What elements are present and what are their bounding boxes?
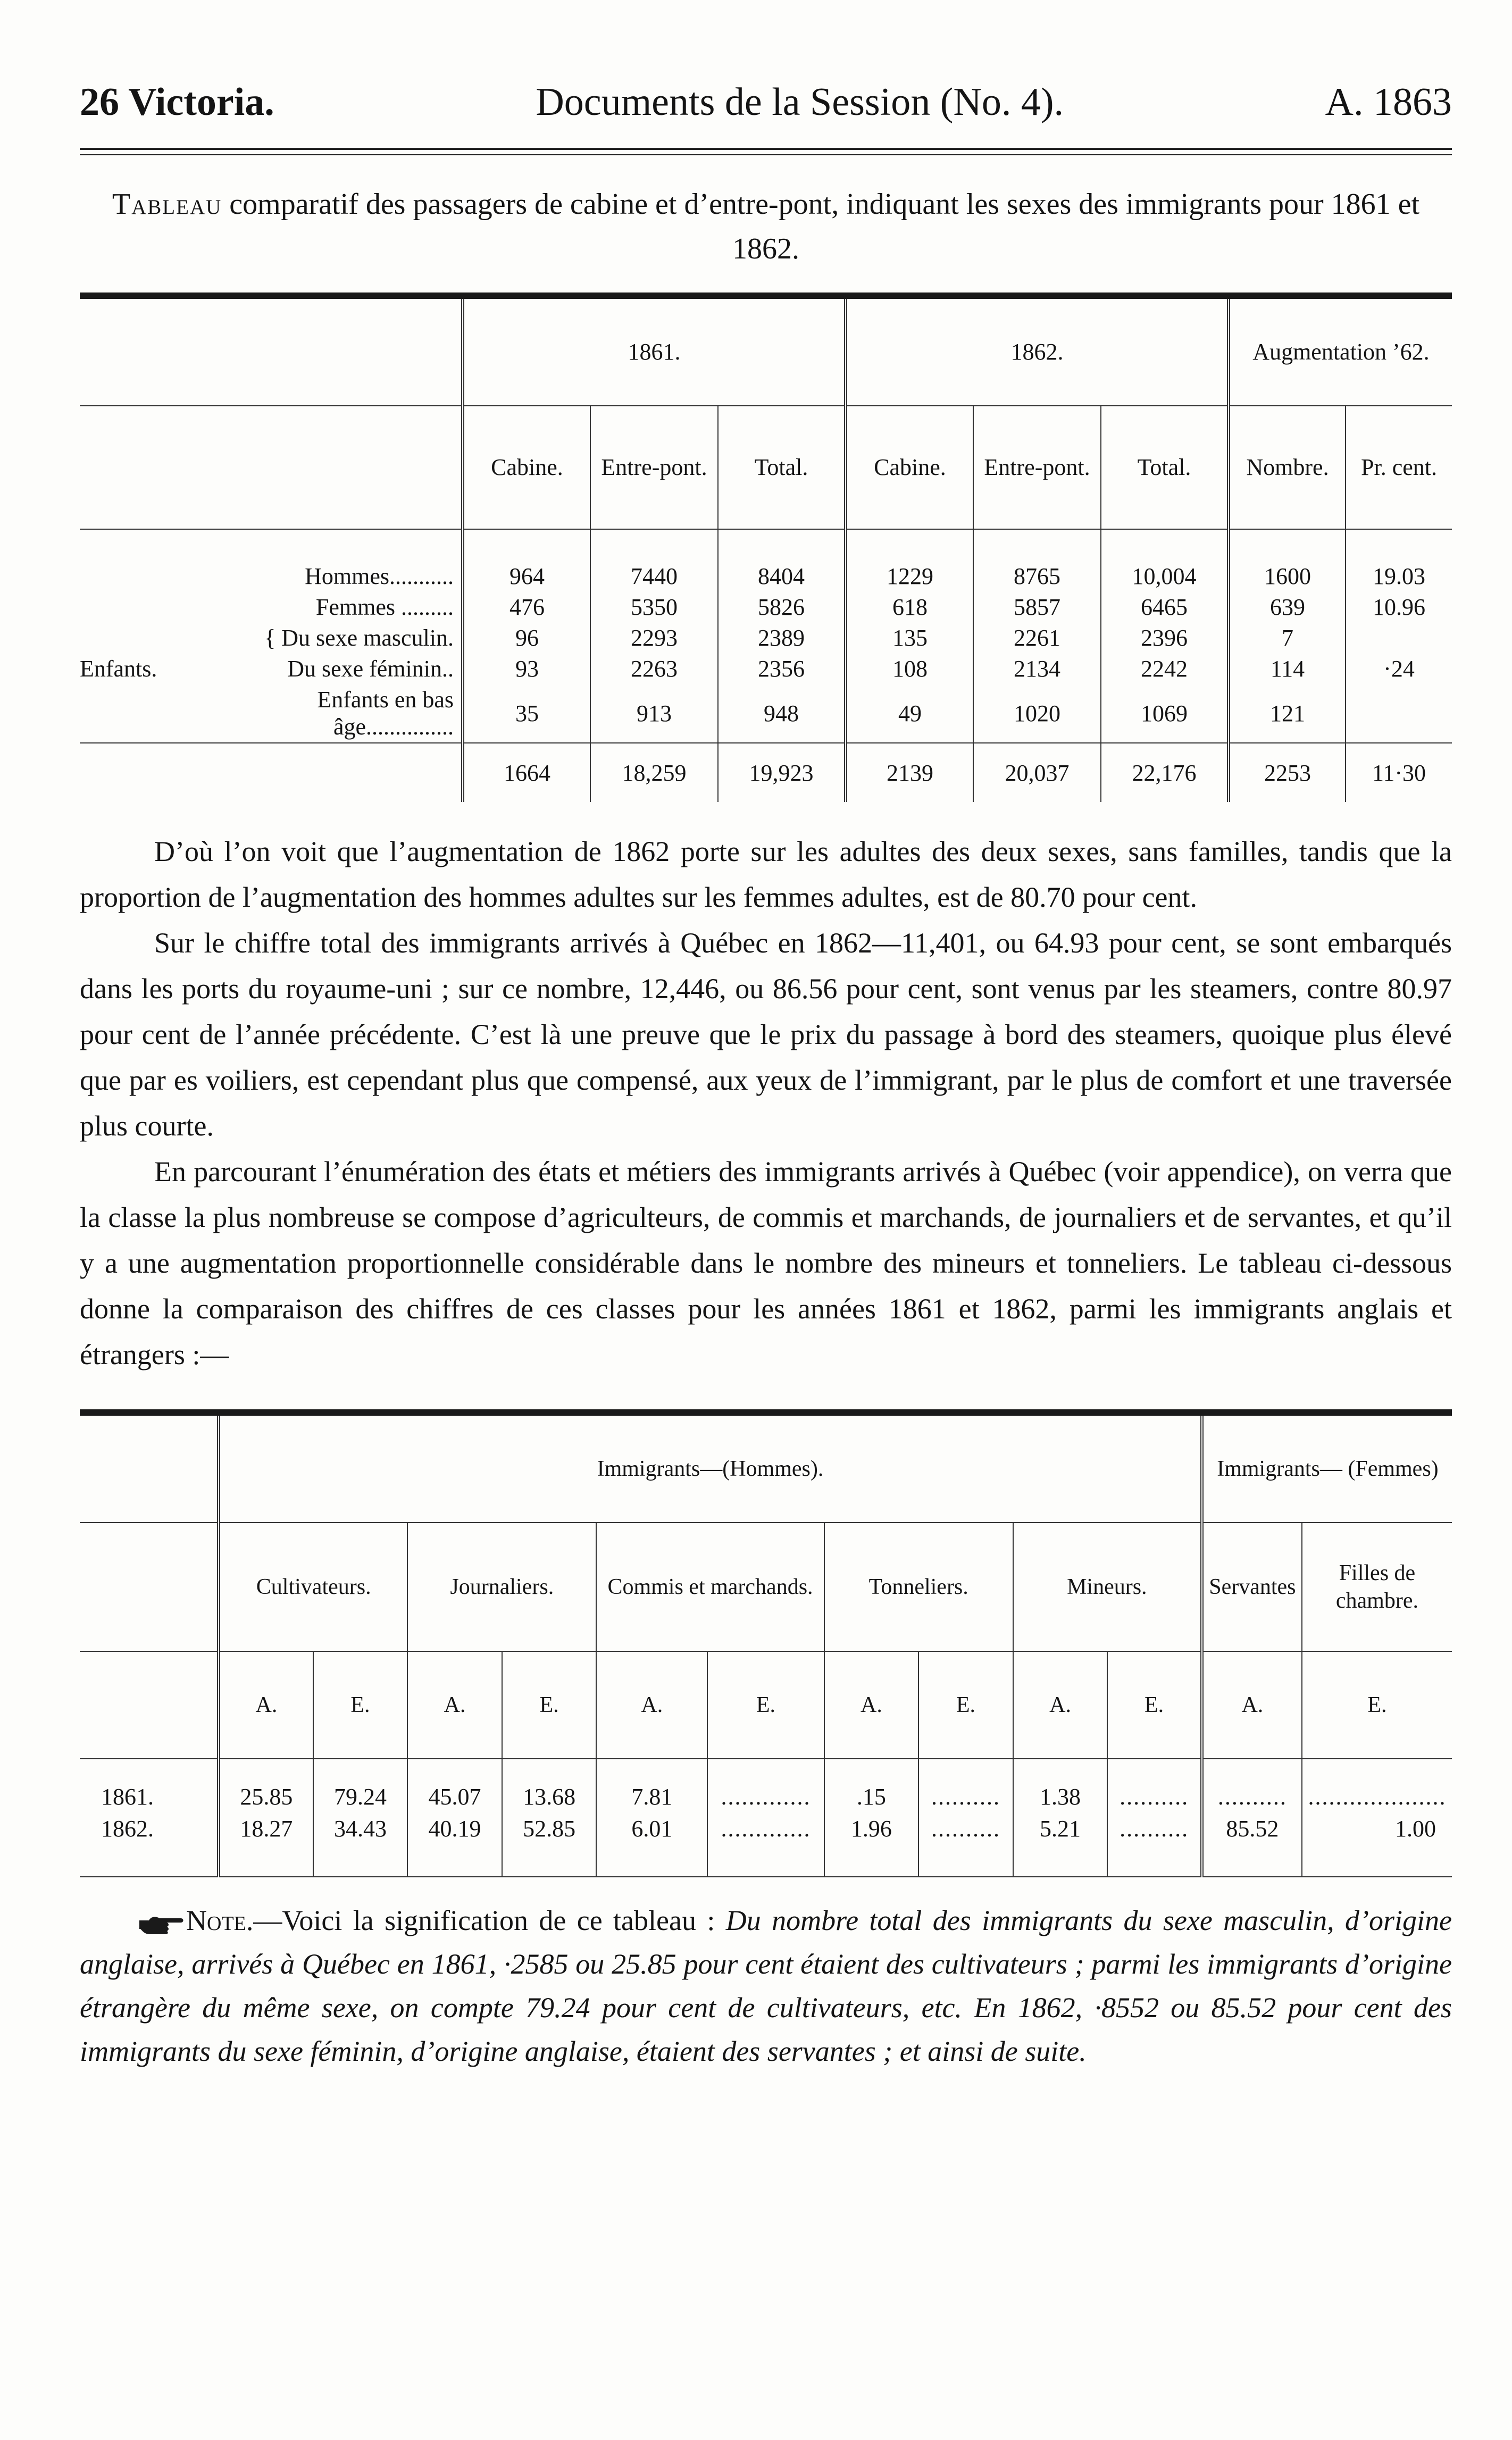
cell: 49 (846, 684, 973, 743)
cell: 639 (1229, 591, 1346, 622)
totals-row (80, 743, 1452, 802)
cell: 7 (1229, 622, 1346, 653)
paragraph-2: Sur le chiffre total des immigrants arrivés à Québec en 1862—11,401, ou 64.93 pour cent, se sont embarqués dans les ports du royaume-uni ; sur ce nombre, 12,446, ou 86.56 pour cent, sont venus par les steamers, contre 80.97 pour cent de l’année précédente. C’est là une preuve que le prix du passage à bord des steamers, quoique plus élevé que par es voiliers, est cependant plus que compensé, aux yeux de l’immigrant, par le plus de comfort et une traversée plus courte. (80, 927, 1452, 1142)
cell: 1069 (1101, 684, 1229, 743)
note-label: Note. (186, 1904, 254, 1936)
cell: 5857 (973, 591, 1101, 622)
row-year: 1861. (101, 1783, 154, 1810)
row-label-text: Du sexe masculin. (281, 624, 454, 651)
table2-top-rule (80, 1409, 1452, 1416)
cell: 1.96 (824, 1812, 919, 1877)
total-cell: 19,923 (718, 743, 846, 802)
cell: 1.00 (1302, 1812, 1452, 1877)
col-servantes: Servantes (1202, 1523, 1302, 1651)
cell: 1.38 (1013, 1759, 1108, 1812)
page (80, 80, 1452, 2102)
table-row (80, 1812, 1452, 1877)
table-row (80, 684, 1452, 743)
table1-top-rule (80, 293, 1452, 299)
cell: 85.52 (1202, 1812, 1302, 1877)
cell: .15 (824, 1759, 919, 1812)
row-label (80, 653, 463, 684)
total-cell: 1664 (463, 743, 590, 802)
cell: 79.24 (313, 1759, 408, 1812)
total-cell: 2139 (846, 743, 973, 802)
ae-header: A. (1202, 1651, 1302, 1759)
note-intro: —Voici la signification de ce tableau : (253, 1904, 715, 1936)
cell: 1229 (846, 529, 973, 591)
cell: 7.81 (596, 1759, 707, 1812)
note-paragraph (80, 1899, 1452, 2073)
table1-caption-lead: Tableau (112, 188, 222, 221)
ae-header: A. (1013, 1651, 1108, 1759)
row-year: 1862. (80, 1812, 219, 1877)
table-row (80, 591, 1452, 622)
col-commis-marchands: Commis et marchands. (596, 1523, 824, 1651)
cell: 2242 (1101, 653, 1229, 684)
row-label-text: Du sexe féminin.. (287, 655, 454, 682)
ae-header: E. (1107, 1651, 1202, 1759)
group-hommes: Immigrants—(Hommes). (219, 1416, 1202, 1523)
col-total-1861: Total. (718, 406, 846, 529)
table1-caption (80, 182, 1452, 271)
stub-subhead (80, 1523, 219, 1651)
cell: 5.21 (1013, 1812, 1108, 1877)
cell: 10,004 (1101, 529, 1229, 591)
cell: 6.01 (596, 1812, 707, 1877)
cell: 476 (463, 591, 590, 622)
cell: ............. (707, 1812, 824, 1877)
stub-head (80, 299, 463, 406)
cell: 108 (846, 653, 973, 684)
cell: .......... (1202, 1759, 1302, 1812)
totals-label (80, 743, 463, 802)
group-augmentation: Augmentation ’62. (1229, 299, 1452, 406)
cell: 18.27 (219, 1812, 313, 1877)
col-prcent: Pr. cent. (1346, 406, 1452, 529)
passenger-table (80, 299, 1452, 802)
row-label: { Du sexe masculin. (264, 624, 454, 651)
paragraph-3: En parcourant l’énumération des états et métiers des immigrants arrivés à Québec (voir appendice), on verra que la classe la plus nombreuse se compose d’agriculteurs, de commis et marchands, de journaliers et de servantes, et qu’il y a une augmentation proportionnelle considérable dans le nombre des mineurs et tonneliers. Le tableau ci-dessous donne la comparaison des chiffres de ces classes pour les années 1861 et 1862, parmi les immigrants anglais et étrangers :— (80, 1156, 1452, 1371)
cell: 135 (846, 622, 973, 653)
cell: 8404 (718, 529, 846, 591)
cell: 6465 (1101, 591, 1229, 622)
enfants-label: Enfants. (80, 655, 157, 682)
cell: 10.96 (1346, 591, 1452, 622)
row-label: Enfants en bas âge............... (317, 687, 454, 740)
col-mineurs: Mineurs. (1013, 1523, 1202, 1651)
col-tonneliers: Tonneliers. (824, 1523, 1013, 1651)
cell: 40.19 (407, 1812, 502, 1877)
cell: 96 (463, 622, 590, 653)
cell: 2263 (590, 653, 718, 684)
cell: ............. (707, 1759, 824, 1812)
cell: 25.85 (219, 1759, 313, 1812)
cell: .......... (1107, 1812, 1202, 1877)
header-year-right: A. 1863 (1325, 80, 1452, 124)
cell: .......... (918, 1812, 1013, 1877)
header-session-left: 26 Victoria. (80, 80, 274, 124)
stub-head (80, 1416, 219, 1523)
cell: 114 (1229, 653, 1346, 684)
ae-header: A. (596, 1651, 707, 1759)
cell: 7440 (590, 529, 718, 591)
cell (1346, 684, 1452, 743)
ae-header: E. (918, 1651, 1013, 1759)
cell: .......... (1107, 1759, 1202, 1812)
ae-header: E. (1302, 1651, 1452, 1759)
cell: .................... (1302, 1759, 1452, 1812)
cell: 52.85 (502, 1812, 597, 1877)
cell: 5350 (590, 591, 718, 622)
cell: 913 (590, 684, 718, 743)
cell: .......... (918, 1759, 1013, 1812)
cell: 93 (463, 653, 590, 684)
cell: 2396 (1101, 622, 1229, 653)
row-label: Femmes ......... (315, 594, 454, 620)
cell (1346, 622, 1452, 653)
col-total-1862: Total. (1101, 406, 1229, 529)
cell: 35 (463, 684, 590, 743)
header-title: Documents de la Session (No. 4). (536, 80, 1064, 124)
cell: 5826 (718, 591, 846, 622)
paragraph-1: D’où l’on voit que l’augmentation de 1862 porte sur les adultes des deux sexes, sans familles, tandis que la proportion de l’augmentation des hommes adultes sur les femmes adultes, est de 80.70 pour cent. (80, 835, 1452, 913)
ae-header: A. (219, 1651, 313, 1759)
pointing-hand-icon (138, 1913, 186, 1934)
cell: 1600 (1229, 529, 1346, 591)
cell: 45.07 (407, 1759, 502, 1812)
total-cell: 22,176 (1101, 743, 1229, 802)
cell: 2261 (973, 622, 1101, 653)
cell: 19.03 (1346, 529, 1452, 591)
col-filles-de-chambre: Filles de chambre. (1302, 1523, 1452, 1651)
group-femmes: Immigrants— (Femmes) (1202, 1416, 1452, 1523)
ae-header: E. (313, 1651, 408, 1759)
ae-header: A. (407, 1651, 502, 1759)
cell: 948 (718, 684, 846, 743)
col-entrepont-1862: Entre-pont. (973, 406, 1101, 529)
table-row (80, 653, 1452, 684)
cell: 2134 (973, 653, 1101, 684)
group-1862: 1862. (846, 299, 1229, 406)
col-nombre: Nombre. (1229, 406, 1346, 529)
total-cell: 18,259 (590, 743, 718, 802)
note-body: Du nombre total des immigrants du sexe masculin, d’origine anglaise, arrivés à Québec en 1861, ·2585 ou 25.85 pour cent étaient des cultivateurs ; parmi les immigrants d’origine étrangère du même sexe, on compte 79.24 pour cent de cultivateurs, etc. En 1862, ·8552 ou 85.52 pour cent des immigrants du sexe féminin, d’origine anglaise, étaient des servantes ; et ainsi de suite. (80, 1904, 1452, 2067)
table-row (80, 529, 1452, 591)
cell: 121 (1229, 684, 1346, 743)
cell: 13.68 (502, 1759, 597, 1812)
ae-header: E. (502, 1651, 597, 1759)
stub-subhead (80, 406, 463, 529)
group-1861: 1861. (463, 299, 846, 406)
col-cabine-1862: Cabine. (846, 406, 973, 529)
cell: 2389 (718, 622, 846, 653)
cell: 2356 (718, 653, 846, 684)
cell: 964 (463, 529, 590, 591)
total-cell: 11·30 (1346, 743, 1452, 802)
col-entrepont-1861: Entre-pont. (590, 406, 718, 529)
cell: 8765 (973, 529, 1101, 591)
header-rule (80, 148, 1452, 155)
cell: 618 (846, 591, 973, 622)
cell: ·24 (1346, 653, 1452, 684)
table2-wrapper (80, 1409, 1452, 1877)
cell: 1020 (973, 684, 1101, 743)
cell: 2293 (590, 622, 718, 653)
stub-ae (80, 1651, 219, 1759)
col-journaliers: Journaliers. (407, 1523, 596, 1651)
table1-caption-text: comparatif des passagers de cabine et d’entre-pont, indiquant les sexes des immigrants pour 1861 et 1862. (229, 188, 1420, 265)
ae-header: A. (824, 1651, 919, 1759)
total-cell: 2253 (1229, 743, 1346, 802)
row-label: Hommes........... (305, 563, 454, 589)
col-cultivateurs: Cultivateurs. (219, 1523, 407, 1651)
running-header (80, 80, 1452, 133)
table-row (80, 622, 1452, 653)
ae-header: E. (707, 1651, 824, 1759)
table-row (80, 1759, 1452, 1812)
cell: 34.43 (313, 1812, 408, 1877)
occupations-table (80, 1416, 1452, 1877)
total-cell: 20,037 (973, 743, 1101, 802)
col-cabine-1861: Cabine. (463, 406, 590, 529)
